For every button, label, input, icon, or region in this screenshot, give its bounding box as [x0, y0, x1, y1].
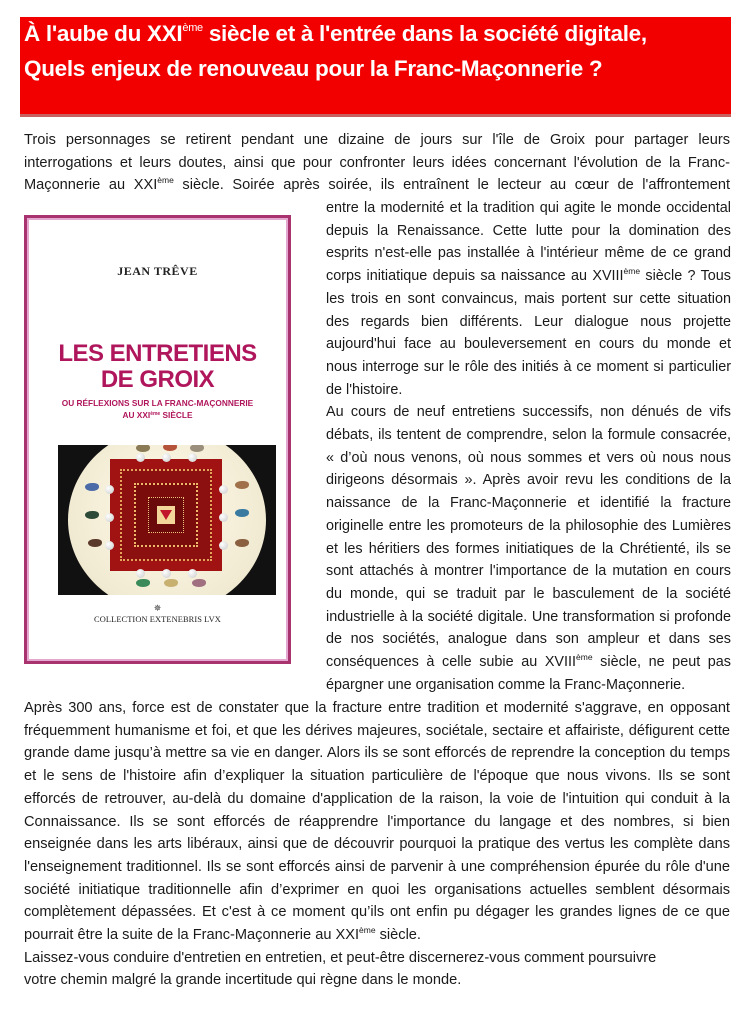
superscript: ème [182, 22, 203, 34]
text-span: AU XXI [122, 410, 151, 420]
collection-name: COLLECTION EXTENEBRIS LVX [94, 615, 221, 624]
pearl-icon [188, 453, 197, 462]
text-span: siècle. [375, 927, 421, 944]
book-title-line: LES ENTRETIENS [58, 340, 257, 367]
book-cover-image [24, 215, 291, 664]
paragraph [326, 401, 731, 696]
banner-text: siècle et à l'entrée dans la société digitale, [202, 21, 647, 46]
pearl-icon [188, 569, 197, 578]
intro-paragraph [24, 129, 730, 197]
text-span: entre la modernité et la tradition qui agite le monde occidental depuis la Renaissance. Cette lutte pour la domination des esprits n'est-elle pas installée à l'intérieur même de ce grand corps initiatique depuis sa naissance au XVIII [326, 200, 731, 285]
bird-icon [235, 539, 249, 547]
text-line: Laissez-vous conduire d'entretien en entretien, et peut-être discernerez-vous comment poursuivre [24, 949, 657, 966]
pearl-icon [105, 541, 114, 550]
superscript: ème [157, 175, 174, 186]
pearl-icon [136, 453, 145, 462]
bird-icon [88, 539, 102, 547]
text-span: siècle ? Tous les trois en sont convaincus, mais portent sur cette situation des regards bien différents. Leur dialogue nous projette aujourd'hui face au bouleversement en cours du monde et nous interroge sur le rôle des initiés à ce moment si particulier de l'histoire. [326, 268, 731, 398]
text-line: votre chemin malgré la grande incertitude qui règne dans le monde. [24, 972, 462, 989]
text-span: Au cours de neuf entretiens successifs, non dénués de vifs débats, ils tentent de comprendre, selon la formule consacrée, « d’où nous venons, où nous sommes et vers où nous nous dirigeons désormais ». Après avoir revu les conditions de la naissance de la Franc-Maçonnerie et identifié la fracture originelle entre les promoteurs de la philosophie des Lumières et les héritiers des formes initiatiques de la Chrétienté, ils se sont attachés à montrer l'importance de la mutation en cours du monde, qui se traduit par le basculement de la société industrielle à la société digitale. Une transformation si profonde de nos sociétés, analogue dans son ampleur et dans ses conséquences à celle subie au XVIII [326, 404, 731, 671]
bird-icon [192, 579, 206, 587]
banner-title-line-2: Quels enjeux de renouveau pour la Franc-Maçonnerie ? [24, 56, 603, 81]
bird-icon [164, 579, 178, 587]
triangle-icon [160, 510, 172, 520]
bird-icon [85, 483, 99, 491]
book-subtitle-line: OU RÉFLEXIONS SUR LA FRANC-MAÇONNERIE [61, 398, 254, 408]
collection-emblem-icon: ✵ [153, 603, 162, 613]
pearl-icon [219, 513, 228, 522]
intro-line: interrogations et leurs doutes, ainsi que pour confronter leurs idées concernant l'évolution de la Franc- [24, 154, 730, 171]
pearl-icon [105, 485, 114, 494]
book-title [27, 341, 288, 393]
banner-title-line-1 [24, 21, 647, 47]
pearl-icon [219, 485, 228, 494]
pearl-icon [162, 453, 171, 462]
superscript: ème [150, 411, 161, 417]
title-banner [20, 17, 731, 117]
paragraph [326, 197, 731, 401]
book-title-line: DE GROIX [100, 366, 215, 393]
paragraph [24, 697, 730, 947]
superscript: ème [359, 925, 376, 936]
bird-icon [235, 509, 249, 517]
superscript: ème [576, 652, 593, 663]
right-column-text [326, 197, 731, 696]
book-subtitle [27, 398, 288, 421]
text-span: Maçonnerie au XXI [24, 177, 158, 194]
bird-icon [235, 481, 249, 489]
intro-line: Trois personnages se retirent pendant une dizaine de jours sur l'île de Groix pour partager leurs [24, 132, 730, 148]
bottom-text [24, 697, 730, 992]
pearl-icon [136, 569, 145, 578]
book-author: JEAN TRÊVE [117, 264, 198, 278]
text-span: siècle, ne peut pas épargner une organisation comme la Franc-Maçonnerie. [326, 654, 732, 693]
intro-line [24, 174, 730, 197]
text-span: Après 300 ans, force est de constater que la fracture entre tradition et modernité s'aggrave, en opposant fréquemment humanisme et foi, et que les dérives majeures, sociétale, sectaire et affairiste, défigurent cette grande dame jusqu’à mettre sa vie en danger. Alors ils se sont efforcés de reprendre la conception du temps et le sens de l'histoire afin d’expliquer la situation particulière de l'époque que nous vivons. Ils se sont efforcés de retrouver, au-delà du domaine d'application de la raison, la voie de l'intuition qui conduit à la Connaissance. Ils se sont efforcés de réapprendre l'importance du langage et des nombres, si bien enseignée dans les arts libéraux, ainsi que de découvrir pourquoi la pratique des vertus les complète dans l'enseignement traditionnel. Ils se sont efforcés ainsi de parvenir à une compréhension épurée du rôle d'une société initiatique traditionnelle afin d’exprimer en quoi les organisations actuelles semblent désormais complètement dépassées. Et c'est à ce moment qu’ils ont enfin pu dégager les grandes lignes de ce que pourrait être la suite de la Franc-Maçonnerie au XXI [24, 700, 730, 944]
paragraph [24, 947, 730, 992]
pearl-icon [162, 569, 171, 578]
banner-text: À l'aube du XXI [24, 21, 183, 46]
book-subtitle-line [27, 409, 288, 421]
pearl-icon [105, 513, 114, 522]
text-span: siècle. Soirée après soirée, ils entraînent le lecteur au cœur de l'affrontement [173, 177, 731, 194]
pearl-icon [219, 541, 228, 550]
bird-icon [136, 579, 150, 587]
bird-icon [85, 511, 99, 519]
cover-artwork [58, 445, 276, 595]
superscript: ème [623, 266, 641, 277]
text-span: SIÈCLE [160, 410, 193, 420]
